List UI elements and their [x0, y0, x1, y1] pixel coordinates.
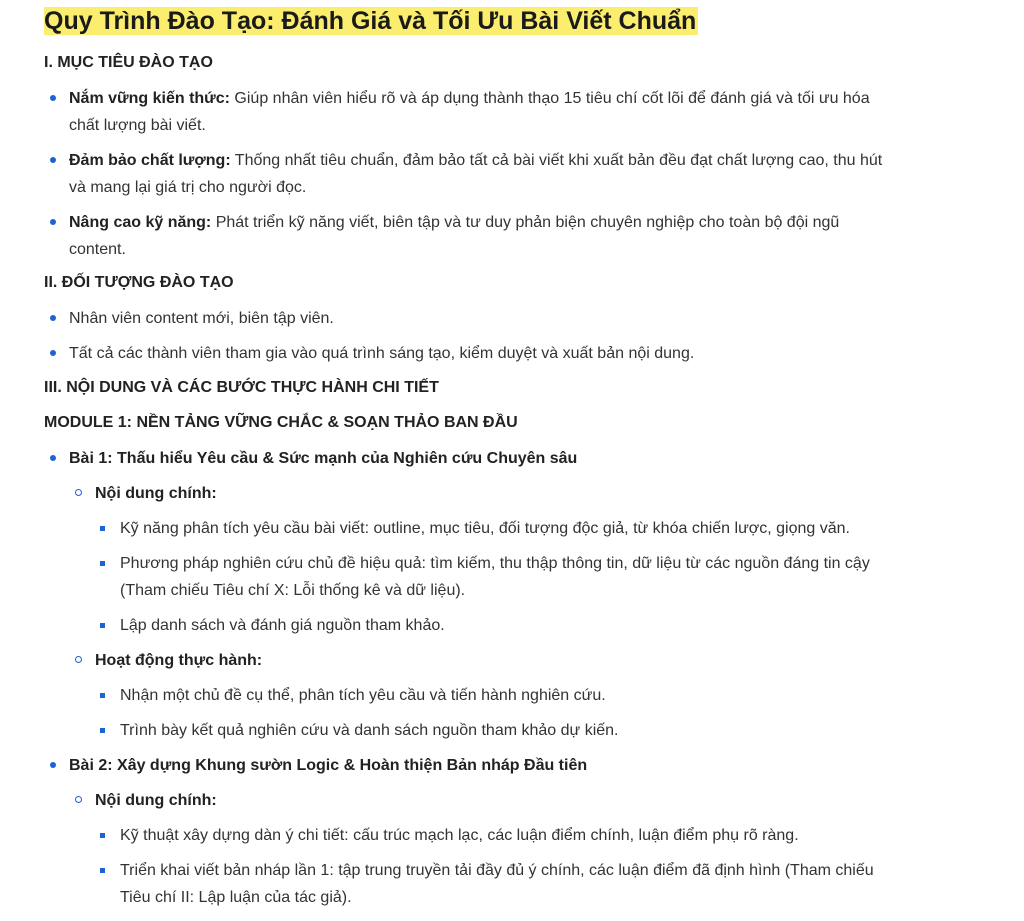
sub-label: Nội dung chính: [95, 792, 217, 809]
item-text: Kỹ năng phân tích yêu cầu bài viết: outline, mục tiêu, đối tượng độc giả, từ khóa chiến lược, giọng văn. [120, 520, 850, 537]
item-text: Nhận một chủ đề cụ thể, phân tích yêu cầu và tiến hành nghiên cứu. [120, 687, 606, 704]
square-bullet-icon [100, 833, 105, 838]
sub-list-item [95, 647, 885, 674]
square-bullet-icon [100, 561, 105, 566]
lesson-item [69, 752, 884, 779]
square-bullet-icon [100, 693, 105, 698]
circle-bullet-icon [75, 656, 82, 663]
circle-bullet-icon [75, 489, 82, 496]
bullet-icon [50, 762, 56, 768]
lesson-title: Bài 2: Xây dựng Khung sườn Logic & Hoàn thiện Bản nháp Đầu tiên [69, 757, 588, 774]
section-heading-content: III. NỘI DUNG VÀ CÁC BƯỚC THỰC HÀNH CHI TIẾT [44, 379, 439, 396]
item-text: Lập danh sách và đánh giá nguồn tham khảo. [120, 617, 445, 634]
sub-sub-list-item [120, 682, 885, 709]
page-title [44, 4, 894, 38]
module-heading: MODULE 1: NỀN TẢNG VỮNG CHẮC & SOẠN THẢO BAN ĐẦU [44, 414, 518, 431]
bullet-icon [50, 455, 56, 461]
sub-list-item [95, 787, 885, 814]
sub-sub-list-item [120, 857, 885, 911]
list-item [69, 340, 884, 367]
bullet-icon [50, 315, 56, 321]
list-item [69, 305, 884, 332]
list-item [69, 209, 884, 263]
list-item [69, 147, 884, 201]
square-bullet-icon [100, 623, 105, 628]
bullet-icon [50, 157, 56, 163]
bullet-icon [50, 350, 56, 356]
sub-label: Nội dung chính: [95, 485, 217, 502]
document [0, 4, 894, 38]
sub-sub-list-item [120, 612, 885, 639]
item-text: Tất cả các thành viên tham gia vào quá trình sáng tạo, kiểm duyệt và xuất bản nội dung. [69, 345, 695, 362]
item-text: Kỹ thuật xây dựng dàn ý chi tiết: cấu trúc mạch lạc, các luận điểm chính, luận điểm phụ rõ ràng. [120, 827, 799, 844]
item-text: Nhân viên content mới, biên tập viên. [69, 310, 334, 327]
lesson-title: Bài 1: Thấu hiểu Yêu cầu & Sức mạnh của Nghiên cứu Chuyên sâu [69, 450, 578, 467]
sub-sub-list-item [120, 550, 885, 604]
lesson-item [69, 445, 884, 472]
section-heading-audience: II. ĐỐI TƯỢNG ĐÀO TẠO [44, 274, 234, 291]
bullet-icon [50, 219, 56, 225]
sub-sub-list-item [120, 822, 885, 849]
sub-sub-list-item [120, 515, 885, 542]
list-item [69, 85, 884, 139]
item-text: Phát triển kỹ năng viết, biên tập và tư duy phản biện chuyên nghiệp cho toàn bộ đội ngũ content. [69, 214, 840, 258]
item-text: Giúp nhân viên hiểu rõ và áp dụng thành thạo 15 tiêu chí cốt lõi để đánh giá và tối ưu hóa chất lượng bài viết. [69, 90, 870, 134]
square-bullet-icon [100, 728, 105, 733]
item-text: Triển khai viết bản nháp lần 1: tập trung truyền tải đầy đủ ý chính, các luận điểm đã định hình (Tham chiếu Tiêu chí II: Lập luận của tác giả). [120, 862, 874, 906]
sub-sub-list-item [120, 717, 885, 744]
item-text: Phương pháp nghiên cứu chủ đề hiệu quả: tìm kiếm, thu thập thông tin, dữ liệu từ các nguồn đáng tin cậy (Tham chiếu Tiêu chí X: Lỗi thống kê và dữ liệu). [120, 555, 870, 599]
sub-label: Hoạt động thực hành: [95, 652, 263, 669]
item-label: Đảm bảo chất lượng: [69, 152, 231, 169]
item-label: Nâng cao kỹ năng: [69, 214, 212, 231]
bullet-icon [50, 95, 56, 101]
sub-list-item [95, 480, 885, 507]
square-bullet-icon [100, 526, 105, 531]
item-label: Nắm vững kiến thức: [69, 90, 230, 107]
circle-bullet-icon [75, 796, 82, 803]
item-text: Trình bày kết quả nghiên cứu và danh sách nguồn tham khảo dự kiến. [120, 722, 619, 739]
item-text: Thống nhất tiêu chuẩn, đảm bảo tất cả bài viết khi xuất bản đều đạt chất lượng cao, thu hút và mang lại giá trị cho người đọc. [69, 152, 883, 196]
section-heading-goals: I. MỤC TIÊU ĐÀO TẠO [44, 54, 213, 71]
square-bullet-icon [100, 868, 105, 873]
title-highlight: Quy Trình Đào Tạo: Đánh Giá và Tối Ưu Bài Viết Chuẩn [44, 7, 697, 35]
